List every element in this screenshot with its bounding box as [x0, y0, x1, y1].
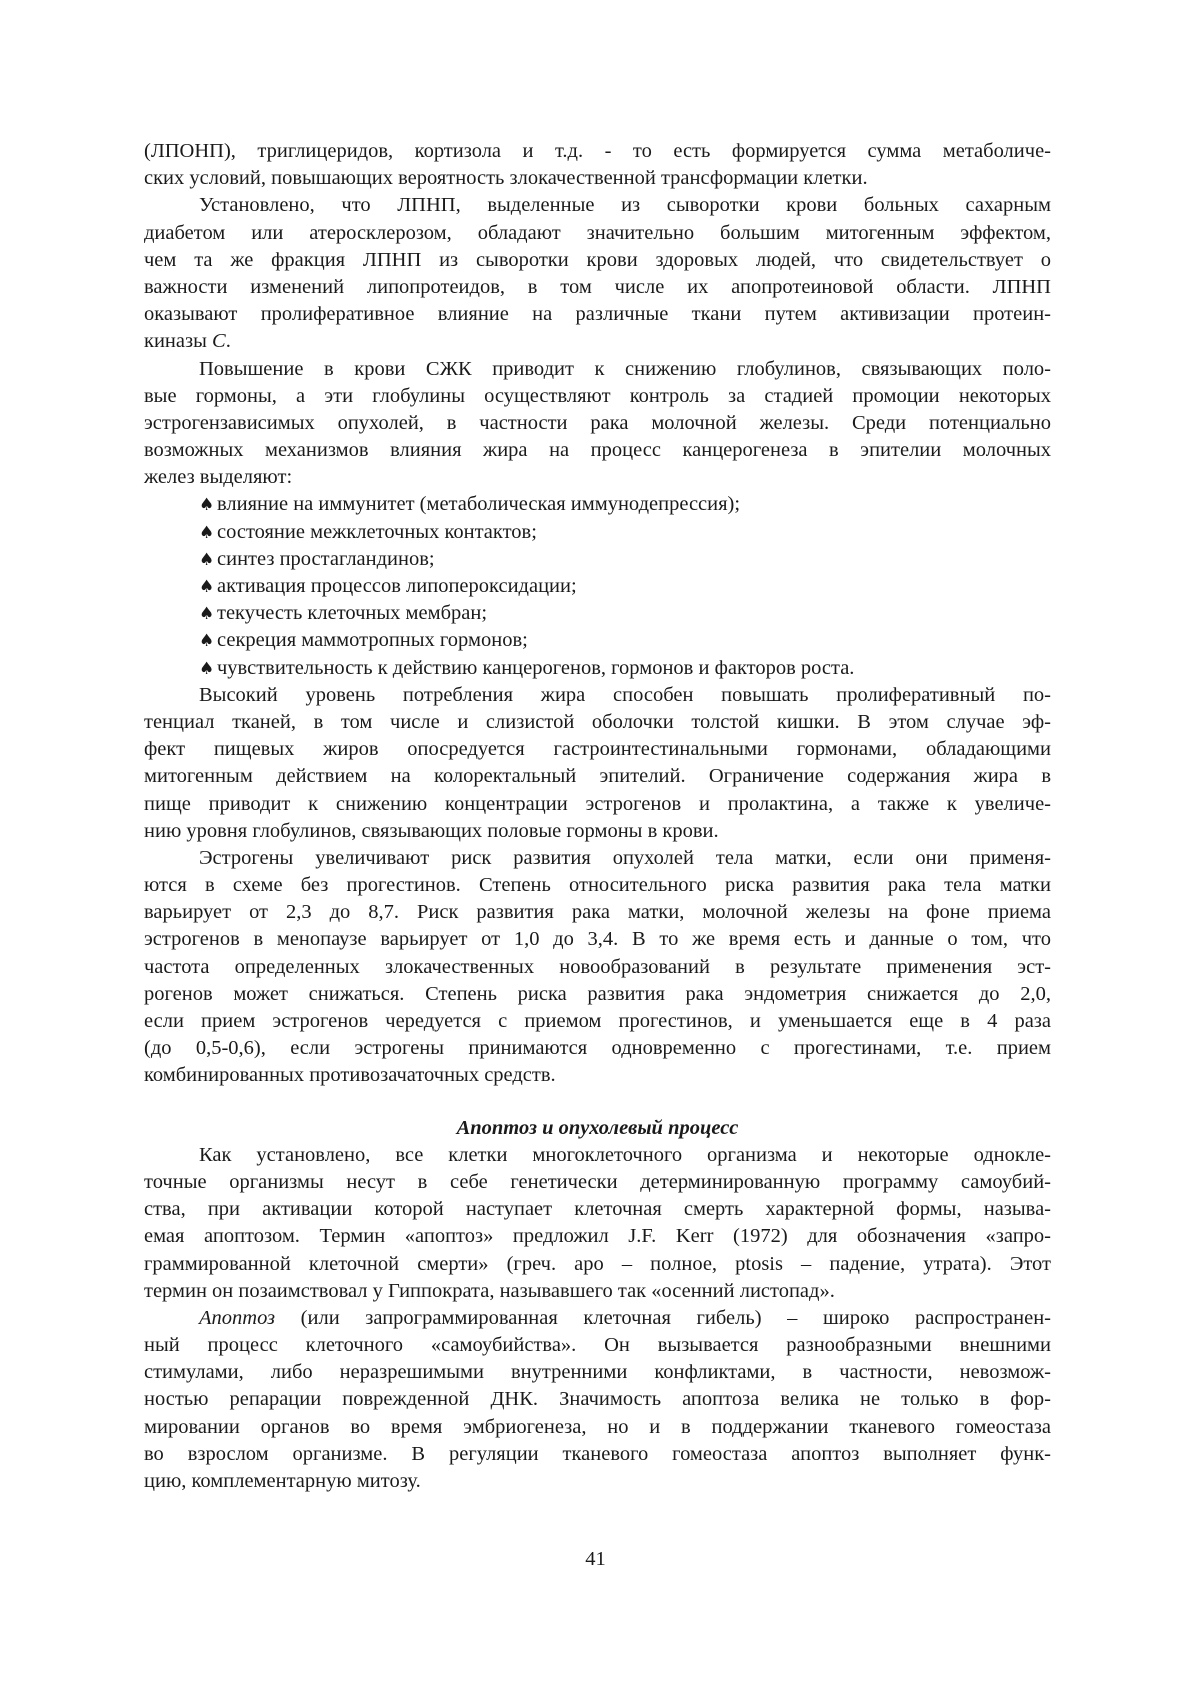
text-line: нию уровня глобулинов, связывающих половые гормоны в крови.	[144, 819, 719, 842]
text-fragment: киназы	[144, 330, 212, 353]
text-line: ностью репарации поврежденной ДНК. Значимость апоптоза велика не только в фор-	[144, 1388, 1051, 1411]
text-line: Установлено, что ЛПНП, выделенные из сыворотки крови больных сахарным	[199, 194, 1051, 217]
body-text	[144, 138, 1051, 1495]
list-item	[144, 491, 1051, 518]
text-line	[144, 328, 1051, 355]
text-line: (до 0,5-0,6), если эстрогены принимаются одновременно с прогестинами, т.е. прием	[144, 1037, 1051, 1060]
list-item	[144, 655, 1051, 682]
list-item	[144, 573, 1051, 600]
text-line: точные организмы несут в себе генетически детерминированную программу самоубий-	[144, 1170, 1051, 1193]
list-item	[144, 546, 1051, 573]
text-line: ства, при активации которой наступает клеточная смерть характерной формы, называ-	[144, 1198, 1051, 1221]
list-item	[144, 627, 1051, 654]
text-line: пище приводит к снижению концентрации эстрогенов и пролактина, а также к увеличе-	[144, 792, 1051, 815]
text-line: диабетом или атеросклерозом, обладают значительно большим митогенным эффектом,	[144, 221, 1051, 244]
spade-bullet-icon: ♠	[199, 549, 215, 570]
list-item-text: активация процессов липопероксидации;	[217, 575, 577, 597]
text-line: во взрослом организме. В регуляции тканевого гомеостаза апоптоз выполняет функ-	[144, 1442, 1051, 1465]
text-line: фект пищевых жиров опосредуется гастроинтестинальными гормонами, обладающими	[144, 738, 1051, 761]
text-line: емая апоптозом. Термин «апоптоз» предложил J.F. Kerr (1972) для обозначения «запро-	[144, 1225, 1051, 1248]
text-line: варьирует от 2,3 до 8,7. Риск развития рака матки, молочной железы на фоне приема	[144, 901, 1051, 924]
text-line: желез выделяют:	[144, 466, 293, 489]
spade-bullet-icon: ♠	[199, 495, 215, 516]
list-item-text: секреция маммотропных гормонов;	[217, 629, 528, 652]
text-line: Повышение в крови СЖК приводит к снижению глобулинов, связывающих поло-	[199, 357, 1051, 380]
text-line: термин он позаимствовал у Гиппократа, называвшего так «осенний листопад».	[144, 1279, 835, 1302]
list-item-text: синтез простагландинов;	[217, 547, 435, 570]
text-line: тенциал тканей, в том числе и слизистой оболочки толстой кишки. В этом случае эф-	[144, 710, 1051, 733]
text-line: ный процесс клеточного «самоубийства». Он вызывается разнообразными внешними	[144, 1334, 1051, 1357]
list-item	[144, 600, 1051, 627]
spade-bullet-icon: ♠	[199, 658, 215, 679]
text-line: ются в схеме без прогестинов. Степень относительного риска развития рака тела матки	[144, 874, 1051, 897]
list-item-text: чувствительность к действию канцерогенов, гормонов и факторов роста.	[217, 656, 855, 679]
italic-term: Апоптоз	[199, 1306, 276, 1329]
text-line: ских условий, повышающих вероятность злокачественной трансформации клетки.	[144, 167, 868, 190]
text-line: Эстрогены увеличивают риск развития опухолей тела матки, если они применя-	[199, 846, 1051, 869]
italic-letter: C	[212, 330, 226, 353]
text-line: эстрогензависимых опухолей, в частности рака молочной железы. Среди потенциально	[144, 411, 1051, 434]
text-line: если прием эстрогенов чередуется с приемом прогестинов, и уменьшается еще в 4 раза	[144, 1010, 1051, 1032]
text-line	[144, 1305, 1051, 1332]
spade-bullet-icon: ♠	[199, 577, 215, 597]
text-line: чем та же фракция ЛПНП из сыворотки крови здоровых людей, что свидетельствует о	[144, 248, 1051, 271]
section-gap	[144, 1090, 1051, 1115]
text-line: цию, комплементарную митозу.	[144, 1470, 421, 1492]
text-line: митогенным действием на колоректальный эпителий. Ограничение содержания жира в	[144, 765, 1051, 788]
text-line: оказывают пролиферативное влияние на различные ткани путем активизации протеин-	[144, 303, 1051, 326]
text-fragment: (или запрограммированная клеточная гибель) – широко распространен-	[275, 1306, 1051, 1329]
text-line: стимулами, либо неразрешимыми внутренними конфликтами, в частности, невозмож-	[144, 1361, 1051, 1384]
text-line: Как установлено, все клетки многоклеточного организма и некоторые однокле-	[199, 1143, 1051, 1166]
spade-bullet-icon: ♠	[199, 522, 215, 543]
list-item-text: текучесть клеточных мембран;	[217, 602, 488, 625]
text-line: мировании органов во время эмбриогенеза, но и в поддержании тканевого гомеостаза	[144, 1415, 1051, 1438]
text-line: эстрогенов в менопаузе варьирует от 1,0 до 3,4. В то же время есть и данные о том, что	[144, 928, 1051, 951]
text-line: вые гормоны, а эти глобулины осуществляют контроль за стадией промоции некоторых	[144, 384, 1051, 407]
spade-bullet-icon: ♠	[199, 631, 215, 652]
text-line: (ЛПОНП), триглицеридов, кортизола и т.д. - то есть формируется сумма метаболиче-	[144, 140, 1051, 162]
text-line: рогенов может снижаться. Степень риска развития рака эндометрия снижается до 2,0,	[144, 982, 1051, 1005]
list-item-text: состояние межклеточных контактов;	[217, 520, 537, 543]
text-line: Высокий уровень потребления жира способен повышать пролиферативный по-	[199, 683, 1051, 706]
text-line: частота определенных злокачественных новообразований в результате применения эст-	[144, 955, 1051, 978]
spade-bullet-icon: ♠	[199, 604, 215, 625]
list-item-text: влияние на иммунитет (метаболическая иммунодепрессия);	[217, 493, 741, 516]
text-line: важности изменений липопротеидов, в том числе их апопротеиновой области. ЛПНП	[144, 275, 1051, 298]
text-line: возможных механизмов влияния жира на процесс канцерогенеза в эпителии молочных	[144, 439, 1051, 462]
page-number: 41	[585, 1548, 606, 1570]
text-line: граммированной клеточной смерти» (греч. apo – полное, ptosis – падение, утрата). Этот	[144, 1252, 1051, 1275]
text-line: комбинированных противозачаточных средств.	[144, 1064, 556, 1087]
bullet-list	[144, 491, 1051, 681]
list-item	[144, 519, 1051, 546]
text-fragment: .	[225, 330, 231, 353]
section-heading: Апоптоз и опухолевый процесс	[456, 1116, 739, 1139]
